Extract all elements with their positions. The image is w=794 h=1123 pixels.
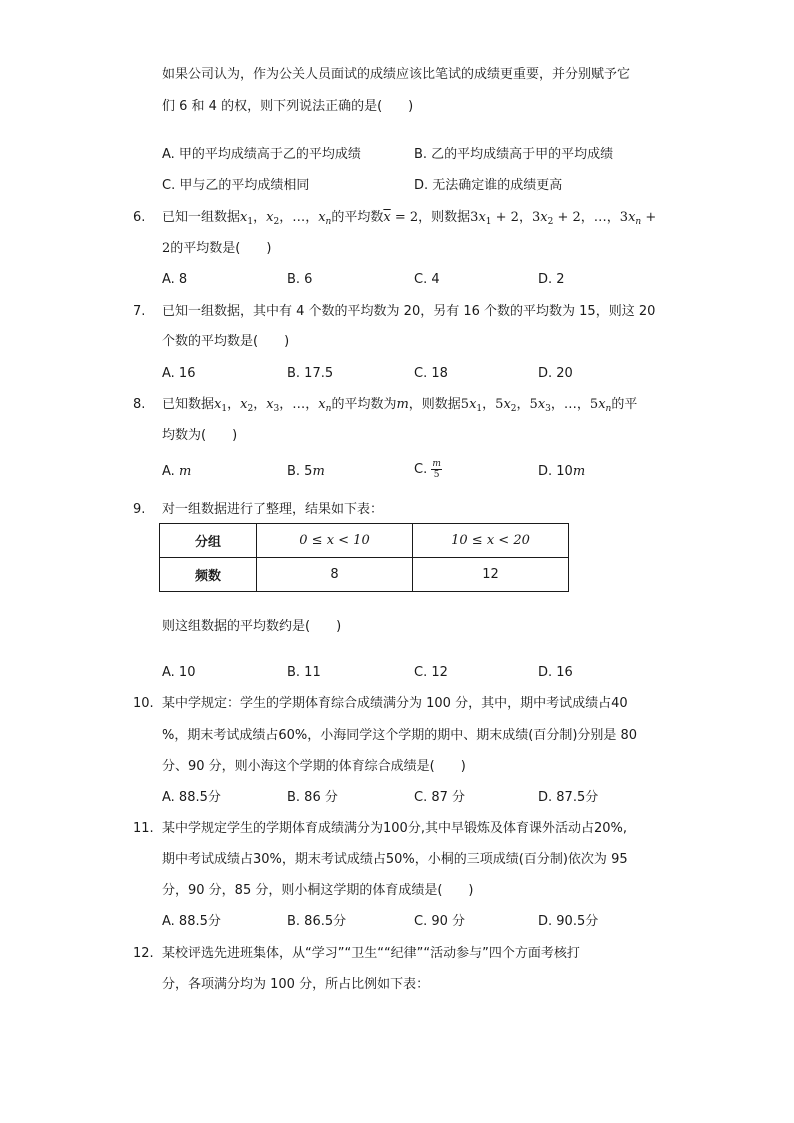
- table-header-cell: 频数: [160, 558, 257, 592]
- table-cell: 8: [257, 558, 413, 592]
- q10-option-a[interactable]: A. 88.5分: [162, 790, 221, 805]
- q8-stem-line2: 均数为( ): [162, 428, 238, 443]
- table-cell: 0 ≤ x < 10: [257, 524, 413, 558]
- q6-option-a[interactable]: A. 8: [162, 272, 188, 287]
- q9-stem-line1: 对一组数据进行了整理，结果如下表：: [162, 502, 384, 517]
- q9-option-d[interactable]: D. 16: [538, 665, 573, 680]
- q11-stem-line3: 分，90 分，85 分，则小桐这学期的体育成绩是( ): [162, 883, 474, 898]
- q5-option-a[interactable]: A. 甲的平均成绩高于乙的平均成绩: [162, 147, 361, 162]
- q9-option-c[interactable]: C. 12: [414, 665, 448, 680]
- q7-stem-line1: 已知一组数据，其中有 4 个数的平均数为 20，另有 16 个数的平均数为 15，则这 20: [162, 304, 656, 319]
- q6-option-c[interactable]: C. 4: [414, 272, 440, 287]
- q11-option-b[interactable]: B. 86.5分: [287, 914, 347, 929]
- table-header-cell: 分组: [160, 524, 257, 558]
- q11-stem-line2: 期中考试成绩占30%，期末考试成绩占50%，小桐的三项成绩(百分制)依次为 95: [162, 852, 628, 867]
- q9-number: 9.: [133, 502, 146, 517]
- q12-number: 12.: [133, 946, 154, 961]
- q6-option-d[interactable]: D. 2: [538, 272, 565, 287]
- fraction-m-over-5: $\frac{m}{5}$: [432, 459, 441, 480]
- q8-number: 8.: [133, 397, 146, 412]
- q5-stem-line1: 如果公司认为，作为公关人员面试的成绩应该比笔试的成绩更重要，并分别赋予它: [162, 67, 631, 82]
- q5-option-d[interactable]: D. 无法确定谁的成绩更高: [414, 178, 563, 193]
- q6-stem-line2: 2的平均数是( ): [162, 241, 272, 256]
- q8-option-d[interactable]: D. 10m: [538, 464, 586, 479]
- q7-number: 7.: [133, 304, 146, 319]
- table-row: [160, 524, 569, 558]
- table-cell: 10 ≤ x < 20: [413, 524, 569, 558]
- q8-option-a[interactable]: A. m: [162, 464, 192, 479]
- q11-option-c[interactable]: C. 90 分: [414, 914, 466, 929]
- q9-option-b[interactable]: B. 11: [287, 665, 321, 680]
- q6-number: 6.: [133, 210, 146, 225]
- table-row: [160, 558, 569, 592]
- q10-stem-line1: 某中学规定：学生的学期体育综合成绩满分为 100 分，其中，期中考试成绩占40: [162, 696, 628, 711]
- q7-stem-line2: 个数的平均数是( ): [162, 334, 290, 349]
- q11-number: 11.: [133, 821, 154, 836]
- q12-stem-line1: 某校评选先进班集体，从“学习”“卫生““纪律”“活动参与”四个方面考核打: [162, 946, 580, 961]
- q6-option-b[interactable]: B. 6: [287, 272, 313, 287]
- frequency-table: [159, 523, 569, 592]
- q11-stem-line1: 某中学规定学生的学期体育成绩满分为100分,其中早锻炼及体育课外活动占20%,: [162, 821, 627, 836]
- q9-stem-line2: 则这组数据的平均数约是( ): [162, 619, 342, 634]
- q7-option-a[interactable]: A. 16: [162, 366, 196, 381]
- q11-option-a[interactable]: A. 88.5分: [162, 914, 221, 929]
- q10-stem-line3: 分、90 分，则小海这个学期的体育综合成绩是( ): [162, 759, 466, 774]
- q5-stem-line2: 们 6 和 4 的权，则下列说法正确的是( ): [162, 99, 414, 114]
- q8-stem-line1: 已知数据$x_1$，$x_2$，$x_3$，…，$x_n$的平均数为m，则数据$5x_1$，$5x_2$，$5x_3$，…，$5x_n$的平: [162, 397, 638, 414]
- q5-option-c[interactable]: C. 甲与乙的平均成绩相同: [162, 178, 310, 193]
- q10-stem-line2: %，期末考试成绩占60%，小海同学这个学期的期中、期末成绩(百分制)分别是 80: [162, 728, 638, 743]
- q10-option-b[interactable]: B. 86 分: [287, 790, 338, 805]
- q9-option-a[interactable]: A. 10: [162, 665, 196, 680]
- q10-option-d[interactable]: D. 87.5分: [538, 790, 599, 805]
- q10-option-c[interactable]: C. 87 分: [414, 790, 466, 805]
- table-cell: 12: [413, 558, 569, 592]
- q7-option-d[interactable]: D. 20: [538, 366, 573, 381]
- q10-number: 10.: [133, 696, 154, 711]
- q12-stem-line2: 分，各项满分均为 100 分，所占比例如下表：: [162, 977, 430, 992]
- q7-option-b[interactable]: B. 17.5: [287, 366, 334, 381]
- q6-stem-line1: 已知一组数据$x_1$，$x_2$，…，$x_n$的平均数$\overline{x} = 2$，则数据$3x_1 + 2$，$3x_2 + 2$，…，$3x_n$ +: [162, 210, 657, 227]
- q8-option-b[interactable]: B. 5m: [287, 464, 325, 479]
- q5-option-b[interactable]: B. 乙的平均成绩高于甲的平均成绩: [414, 147, 614, 162]
- q11-option-d[interactable]: D. 90.5分: [538, 914, 599, 929]
- q8-option-c[interactable]: C. $\frac{m}{5}$: [414, 459, 441, 480]
- q7-option-c[interactable]: C. 18: [414, 366, 448, 381]
